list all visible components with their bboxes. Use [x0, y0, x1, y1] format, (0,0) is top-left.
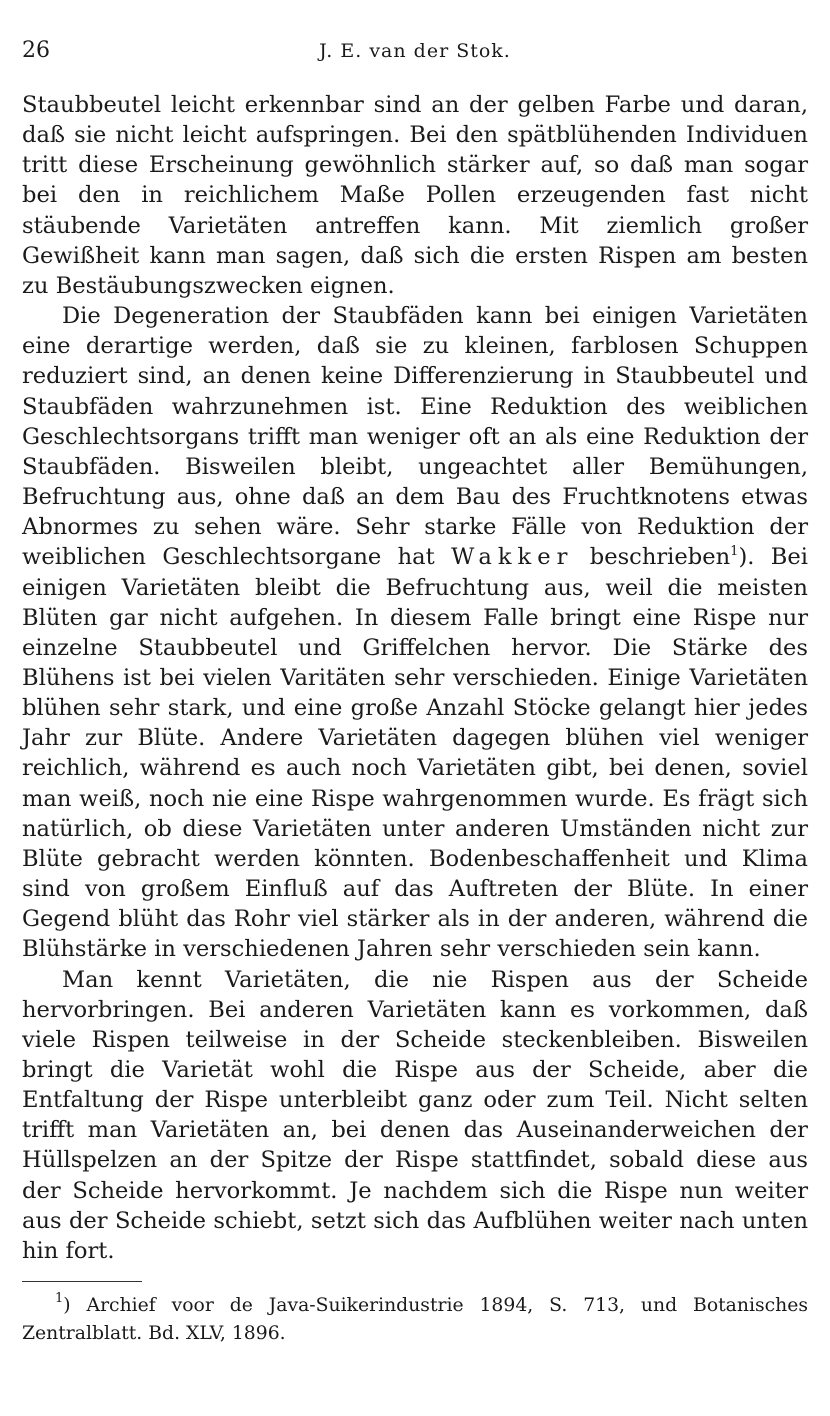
running-head: J. E. van der Stok. [319, 40, 511, 62]
paragraph-3: Man kennt Varietäten, die nie Rispen aus der Scheide hervorbringen. Bei anderen Varietäten kann es vorkommen, daß viele Rispen teilweise in der Scheide steckenbleiben. Bisweilen bringt die Varietät wohl die Rispe aus der Scheide, aber die Entfaltung der Rispe unterbleibt ganz oder zum Teil. Nicht selten trifft man Varietäten an, bei denen das Auseinanderweichen der Hüllspelzen an der Spitze der Rispe stattfindet, sobald diese aus der Scheide hervorkommt. Je nachdem sich die Rispe nun weiter aus der Scheide schiebt, setzt sich das Aufblühen weiter nach unten hin fort. [22, 966, 808, 1264]
paragraph-1: Staubbeutel leicht erkennbar sind an der gelben Farbe und daran, daß sie nicht leicht aufspringen. Bei den spätblühenden Individuen tritt diese Erscheinung gewöhnlich stärker auf, so daß man sogar bei den in reichlichem Maße Pollen erzeugenden fast nicht stäubende Varietäten antreffen kann. Mit ziemlich großer Gewißheit kann man sagen, daß sich die ersten Rispen am besten zu Bestäubungszwecken eignen. [22, 92, 808, 299]
paragraph-2-text-b: beschrieben [589, 544, 731, 571]
author-name-wakker: Wakker [451, 544, 574, 571]
footnote [22, 1292, 808, 1348]
page-number: 26 [22, 38, 50, 63]
paragraph-2 [22, 301, 808, 964]
footnote-text: ) Archief voor de Java-Suikerindustrie 1894, S. 713, und Botanisches Zentralblatt. Bd. XLV, 1896. [22, 1295, 808, 1344]
footnote-reference: 1 [730, 544, 739, 560]
footnote-marker: 1 [55, 1291, 64, 1306]
footnote-divider [22, 1281, 142, 1282]
paragraph-2-text-a: Die Degeneration der Staubfäden kann bei einigen Varietäten eine derartige werden, daß sie zu kleinen, farblosen Schuppen reduziert sind, an denen keine Differenzierung in Staubbeutel und Staubfäden wahrzunehmen ist. Eine Reduktion des weiblichen Geschlechtsorgans trifft man weniger oft an als eine Reduktion der Staubfäden. Bisweilen bleibt, ungeachtet aller Bemühungen, Befruchtung aus, ohne daß an dem Bau des Fruchtknotens etwas Abnormes zu sehen wäre. Sehr starke Fälle von Reduktion der weiblichen Geschlechtsorgane hat [22, 303, 808, 571]
paragraph-2-text-c: ). Bei einigen Varietäten bleibt die Befruchtung aus, weil die meisten Blüten gar nicht aufgehen. In diesem Falle bringt eine Rispe nur einzelne Staubbeutel und Griffelchen hervor. Die Stärke des Blühens ist bei vielen Varitäten sehr verschieden. Einige Varietäten blühen sehr stark, und eine große Anzahl Stöcke gelangt hier jedes Jahr zur Blüte. Andere Varietäten dagegen blühen viel weniger reichlich, während es auch noch Varietäten gibt, bei denen, soviel man weiß, noch nie eine Rispe wahrgenommen wurde. Es frägt sich natürlich, ob diese Varietäten unter anderen Umständen nicht zur Blüte gebracht werden könnten. Bodenbeschaffenheit und Klima sind von großem Einfluß auf das Auftreten der Blüte. In einer Gegend blüht das Rohr viel stärker als in der anderen, während die Blühstärke in verschiedenen Jahren sehr verschieden sein kann. [22, 544, 808, 963]
page-header [0, 36, 830, 66]
body-text [22, 90, 808, 1266]
